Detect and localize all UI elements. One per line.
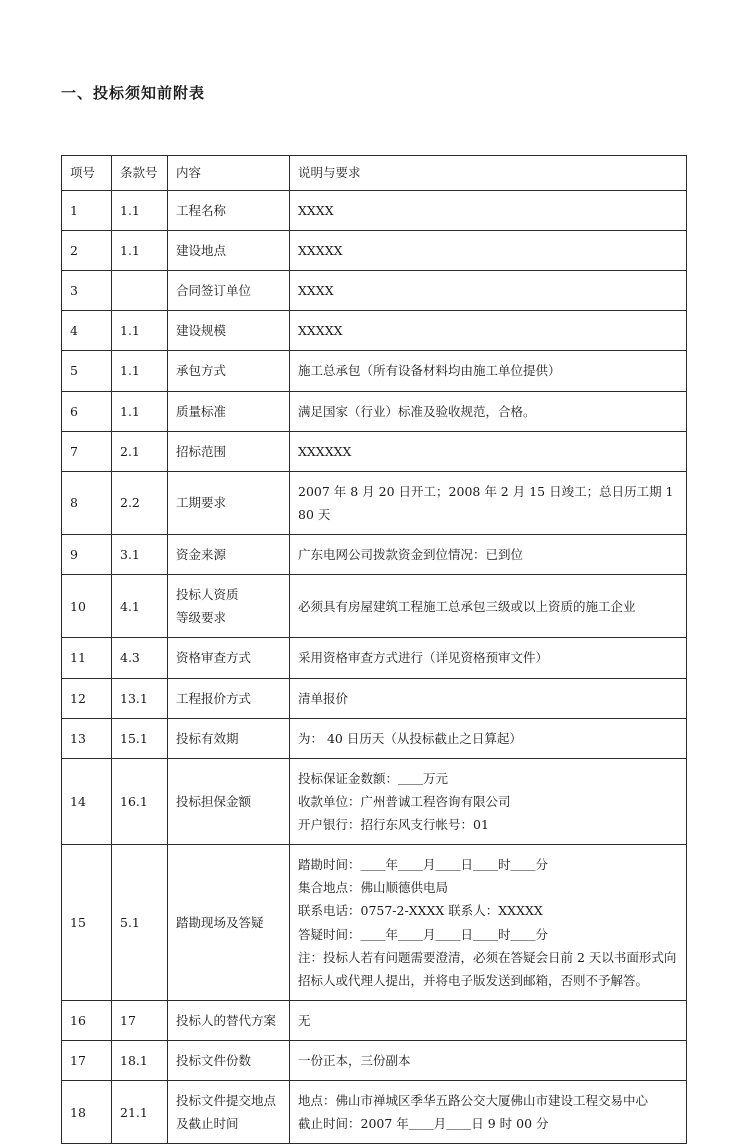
cell-line: 答疑时间：＿＿年＿＿月＿＿日＿＿时＿＿分	[298, 926, 549, 942]
cell-line: 5.1	[120, 914, 140, 930]
cell-line: 投标有效期	[176, 730, 239, 746]
table-row	[62, 718, 687, 758]
cell-description	[290, 190, 687, 230]
cell-line: 7	[70, 443, 78, 459]
table-row	[62, 311, 687, 351]
cell-item-no	[62, 271, 112, 311]
page-title: 一、投标须知前附表	[61, 84, 206, 102]
cell-line: 5	[70, 363, 78, 379]
cell-description	[290, 845, 687, 1001]
cell-line: XXXXX	[298, 243, 343, 258]
cell-clause-no	[112, 190, 168, 230]
cell-description	[290, 431, 687, 471]
cell-line: 15	[70, 914, 86, 930]
cell-content	[168, 471, 290, 534]
cell-content	[168, 311, 290, 351]
cell-line: 一份正本，三份副本	[298, 1053, 411, 1068]
cell-item-no	[62, 845, 112, 1001]
cell-line: 踏勘时间：＿＿年＿＿月＿＿日＿＿时＿＿分	[298, 857, 549, 873]
cell-line: 资格审查方式	[176, 650, 252, 666]
cell-line: 16	[70, 1012, 86, 1028]
cell-item-no	[62, 391, 112, 431]
cell-line: 满足国家（行业）标准及验收规范，合格。	[298, 403, 536, 419]
cell-content	[168, 1000, 290, 1040]
cell-clause-no	[112, 845, 168, 1001]
cell-line: 及截止时间	[176, 1116, 239, 1132]
cell-clause-no	[112, 311, 168, 351]
cell-line: 18.1	[120, 1053, 148, 1068]
cell-description	[290, 1081, 687, 1144]
cell-line: 广东电网公司拨款资金到位情况：已到位	[298, 547, 524, 562]
cell-line: 工程名称	[176, 202, 227, 218]
cell-item-no	[62, 535, 112, 575]
table-body	[62, 190, 687, 1144]
pre-bid-table	[61, 155, 687, 1144]
cell-content	[168, 638, 290, 678]
cell-line: 必须具有房屋建筑工程施工总承包三级或以上资质的施工企业	[298, 598, 636, 614]
cell-line: 工程报价方式	[176, 690, 252, 706]
cell-clause-no	[112, 638, 168, 678]
cell-line: 1	[70, 202, 78, 218]
header-description: 说明与要求	[290, 156, 687, 191]
cell-line: 21.1	[120, 1104, 148, 1120]
cell-item-no	[62, 231, 112, 271]
cell-description	[290, 271, 687, 311]
cell-item-no	[62, 1081, 112, 1144]
cell-line: 注：投标人若有问题需要澄清，必须在答疑会日前 2 天以书面形式向招标人或代理人提出，并将电子版发送到邮箱，否则不予解答。	[298, 949, 677, 988]
cell-content	[168, 231, 290, 271]
table-row	[62, 271, 687, 311]
table-row	[62, 231, 687, 271]
table-row	[62, 535, 687, 575]
cell-description	[290, 638, 687, 678]
cell-line: 15.1	[120, 730, 148, 746]
cell-line: 建设规模	[176, 323, 227, 339]
cell-content	[168, 271, 290, 311]
table-row	[62, 1081, 687, 1144]
cell-line: 11	[70, 650, 86, 666]
cell-line: 8	[70, 495, 78, 511]
cell-clause-no	[112, 535, 168, 575]
cell-line: 集合地点：佛山顺德供电局	[298, 880, 449, 896]
header-item-no: 项号	[62, 156, 112, 191]
cell-line: 建设地点	[176, 243, 227, 258]
table-row	[62, 1000, 687, 1040]
cell-item-no	[62, 471, 112, 534]
table-row	[62, 190, 687, 230]
cell-line: 4.3	[120, 650, 140, 666]
cell-line: 14	[70, 793, 86, 809]
table-row	[62, 575, 687, 638]
cell-line: 质量标准	[176, 403, 227, 419]
cell-line: 3	[70, 283, 78, 299]
cell-content	[168, 1081, 290, 1144]
cell-line: 2.1	[120, 443, 140, 459]
cell-description	[290, 678, 687, 718]
cell-line: 17	[120, 1012, 136, 1028]
cell-description	[290, 575, 687, 638]
cell-line: 招标范围	[176, 443, 227, 459]
cell-item-no	[62, 311, 112, 351]
cell-description	[290, 758, 687, 844]
table-row	[62, 845, 687, 1001]
cell-line: 踏勘现场及答疑	[176, 914, 264, 930]
cell-line: 13	[70, 730, 86, 746]
cell-content	[168, 718, 290, 758]
cell-line: 等级要求	[176, 610, 227, 626]
cell-item-no	[62, 351, 112, 391]
cell-line: XXXXXX	[298, 443, 352, 459]
cell-line: 12	[70, 690, 86, 706]
cell-clause-no	[112, 1041, 168, 1081]
cell-line: 1.1	[120, 403, 140, 419]
cell-line: 6	[70, 403, 78, 419]
table-row	[62, 391, 687, 431]
cell-line: 投标文件提交地点	[176, 1093, 277, 1109]
cell-line: 合同签订单位	[176, 283, 252, 299]
table-row	[62, 431, 687, 471]
cell-line: 16.1	[120, 793, 148, 809]
cell-clause-no	[112, 575, 168, 638]
cell-item-no	[62, 1000, 112, 1040]
table-row	[62, 471, 687, 534]
cell-line: 采用资格审查方式进行（详见资格预审文件）	[298, 650, 549, 666]
cell-description	[290, 391, 687, 431]
cell-item-no	[62, 575, 112, 638]
cell-clause-no	[112, 1081, 168, 1144]
cell-item-no	[62, 1041, 112, 1081]
header-row	[62, 156, 687, 191]
cell-description	[290, 311, 687, 351]
cell-clause-no	[112, 271, 168, 311]
cell-clause-no	[112, 231, 168, 271]
cell-line: 2.2	[120, 495, 140, 511]
header-content: 内容	[168, 156, 290, 191]
cell-line: 为： 40 日历天（从投标截止之日算起）	[298, 730, 522, 746]
cell-item-no	[62, 431, 112, 471]
cell-content	[168, 351, 290, 391]
cell-content	[168, 845, 290, 1001]
cell-line: 施工总承包（所有设备材料均由施工单位提供）	[298, 363, 561, 379]
cell-line: 地点：佛山市禅城区季华五路公交大厦佛山市建设工程交易中心	[298, 1093, 649, 1109]
cell-clause-no	[112, 351, 168, 391]
cell-content	[168, 678, 290, 718]
cell-line: 收款单位：广州普诚工程咨询有限公司	[298, 793, 511, 809]
cell-clause-no	[112, 391, 168, 431]
cell-clause-no	[112, 471, 168, 534]
cell-description	[290, 1041, 687, 1081]
table-row	[62, 758, 687, 844]
cell-line: 2007 年 8 月 20 日开工；2008 年 2 月 15 日竣工；总日历工期 180 天	[298, 483, 674, 522]
cell-line: 工期要求	[176, 495, 227, 511]
cell-item-no	[62, 678, 112, 718]
cell-content	[168, 575, 290, 638]
cell-item-no	[62, 758, 112, 844]
cell-content	[168, 535, 290, 575]
table-row	[62, 1041, 687, 1081]
cell-line: 13.1	[120, 690, 148, 706]
table-row	[62, 678, 687, 718]
cell-description	[290, 718, 687, 758]
cell-line: 投标保证金数额：＿＿万元	[298, 770, 449, 786]
cell-content	[168, 1041, 290, 1081]
cell-line: 投标人的替代方案	[176, 1012, 277, 1028]
cell-description	[290, 351, 687, 391]
cell-line: 1.1	[120, 202, 140, 218]
cell-description	[290, 231, 687, 271]
cell-line: XXXX	[298, 202, 334, 218]
cell-item-no	[62, 638, 112, 678]
header-clause-no: 条款号	[112, 156, 168, 191]
cell-line: 2	[70, 243, 78, 258]
cell-line: 3.1	[120, 547, 140, 562]
cell-description	[290, 471, 687, 534]
cell-line: 投标文件份数	[176, 1053, 252, 1068]
cell-content	[168, 391, 290, 431]
cell-clause-no	[112, 678, 168, 718]
cell-line: 开户银行：招行东风支行帐号：01	[298, 817, 489, 832]
cell-item-no	[62, 190, 112, 230]
cell-content	[168, 431, 290, 471]
cell-line: 18	[70, 1104, 86, 1120]
cell-line: 1.1	[120, 323, 140, 339]
cell-line: 截止时间：2007 年＿＿月＿＿日 9 时 00 分	[298, 1116, 549, 1132]
cell-item-no	[62, 718, 112, 758]
cell-clause-no	[112, 758, 168, 844]
cell-line: 10	[70, 598, 86, 614]
cell-line: 投标担保金额	[176, 793, 252, 809]
cell-line: 17	[70, 1053, 86, 1068]
cell-line: XXXX	[298, 283, 334, 299]
table-row	[62, 351, 687, 391]
cell-line: 资金来源	[176, 547, 227, 562]
cell-clause-no	[112, 718, 168, 758]
cell-line: 4	[70, 323, 78, 339]
cell-description	[290, 535, 687, 575]
cell-content	[168, 190, 290, 230]
table-header	[62, 156, 687, 191]
cell-line: 投标人资质	[176, 587, 239, 603]
cell-line: 清单报价	[298, 690, 349, 706]
cell-line: XXXXX	[298, 323, 343, 339]
table-row	[62, 638, 687, 678]
cell-line: 无	[298, 1012, 311, 1028]
cell-description	[290, 1000, 687, 1040]
cell-content	[168, 758, 290, 844]
cell-line: 9	[70, 547, 78, 562]
cell-line: 1.1	[120, 243, 140, 258]
cell-clause-no	[112, 1000, 168, 1040]
cell-line: 联系电话：0757-2-XXXX 联系人：XXXXX	[298, 903, 543, 919]
cell-line: 4.1	[120, 598, 140, 614]
cell-line: 承包方式	[176, 363, 227, 379]
cell-clause-no	[112, 431, 168, 471]
cell-line: 1.1	[120, 363, 140, 379]
